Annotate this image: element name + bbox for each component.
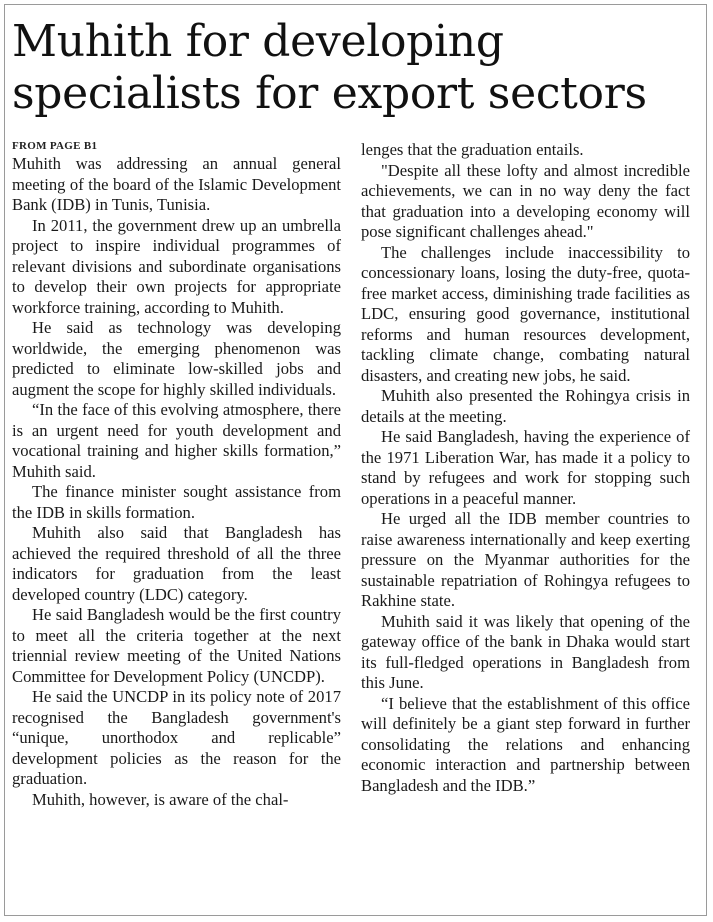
paragraph: In 2011, the government drew up an umbrella project to inspire individual programmes of relevant divisions and subordinate organisations to develop their own projects for appropriate workforce training, according to Muhith. <box>12 215 341 317</box>
paragraph: He said Bangladesh, having the experience of the 1971 Liberation War, has made it a policy to stand by refugees and work for stopping such operations in a peaceful manner. <box>361 427 690 508</box>
right-column <box>361 140 690 796</box>
headline <box>12 16 702 120</box>
paragraph: lenges that the graduation entails. <box>361 140 584 159</box>
headline-line-1: Muhith for developing <box>12 16 504 67</box>
paragraph: Muhith, however, is aware of the chal- <box>32 789 289 809</box>
paragraph: Muhith also said that Bangladesh has achieved the required threshold of all the three indicators for graduation from the least developed country (LDC) category. <box>12 523 341 604</box>
paragraph: “I believe that the establishment of this office will definitely be a giant step forward in further consolidating the relations and enhancing economic interaction and partnership between Bangladesh and the IDB.” <box>361 693 690 795</box>
kicker: FROM PAGE B1 <box>12 140 98 152</box>
left-column <box>12 140 341 810</box>
paragraph: "Despite all these lofty and almost incredible achievements, we can in no way deny the fact that graduation into a developing economy will pose significant challenges ahead." <box>361 160 690 241</box>
paragraph: The finance minister sought assistance from the IDB in skills formation. <box>12 482 341 522</box>
paragraph: He urged all the IDB member countries to raise awareness internationally and keep exerting pressure on the Myanmar authorities for the sustainable repatriation of Rohingya refugees to Rakhine state. <box>361 509 690 610</box>
paragraph: Muhith was addressing an annual general meeting of the board of the Islamic Development Bank (IDB) in Tunis, Tunisia. <box>12 154 341 214</box>
headline-line-2: specialists for export sectors <box>12 68 647 119</box>
paragraph: He said the UNCDP in its policy note of 2017 recognised the Bangladesh government's “unique, unorthodox and replicable” development policies as the reason for the graduation. <box>12 687 341 788</box>
paragraph: The challenges include inaccessibility to concessionary loans, losing the duty-free, quota-free market access, diminishing trade facilities as LDC, ensuring good governance, institutional reforms and human resources development, tackling climate change, combating natural disasters, and creating new jobs, he said. <box>361 242 690 385</box>
paragraph: “In the face of this evolving atmosphere, there is an urgent need for youth development and vocational training and higher skills formation,” Muhith said. <box>12 400 341 481</box>
paragraph: Muhith also presented the Rohingya crisis in details at the meeting. <box>361 386 690 426</box>
paragraph: He said as technology was developing worldwide, the emerging phenomenon was predicted to eliminate low-skilled jobs and augment the scope for highly skilled individuals. <box>12 318 341 399</box>
paragraph: Muhith said it was likely that opening of the gateway office of the bank in Dhaka would start its full-fledged operations in Bangladesh from this June. <box>361 611 690 692</box>
paragraph: He said Bangladesh would be the first country to meet all the criteria together at the next triennial review meeting of the United Nations Committee for Development Policy (UNCDP). <box>12 605 341 686</box>
